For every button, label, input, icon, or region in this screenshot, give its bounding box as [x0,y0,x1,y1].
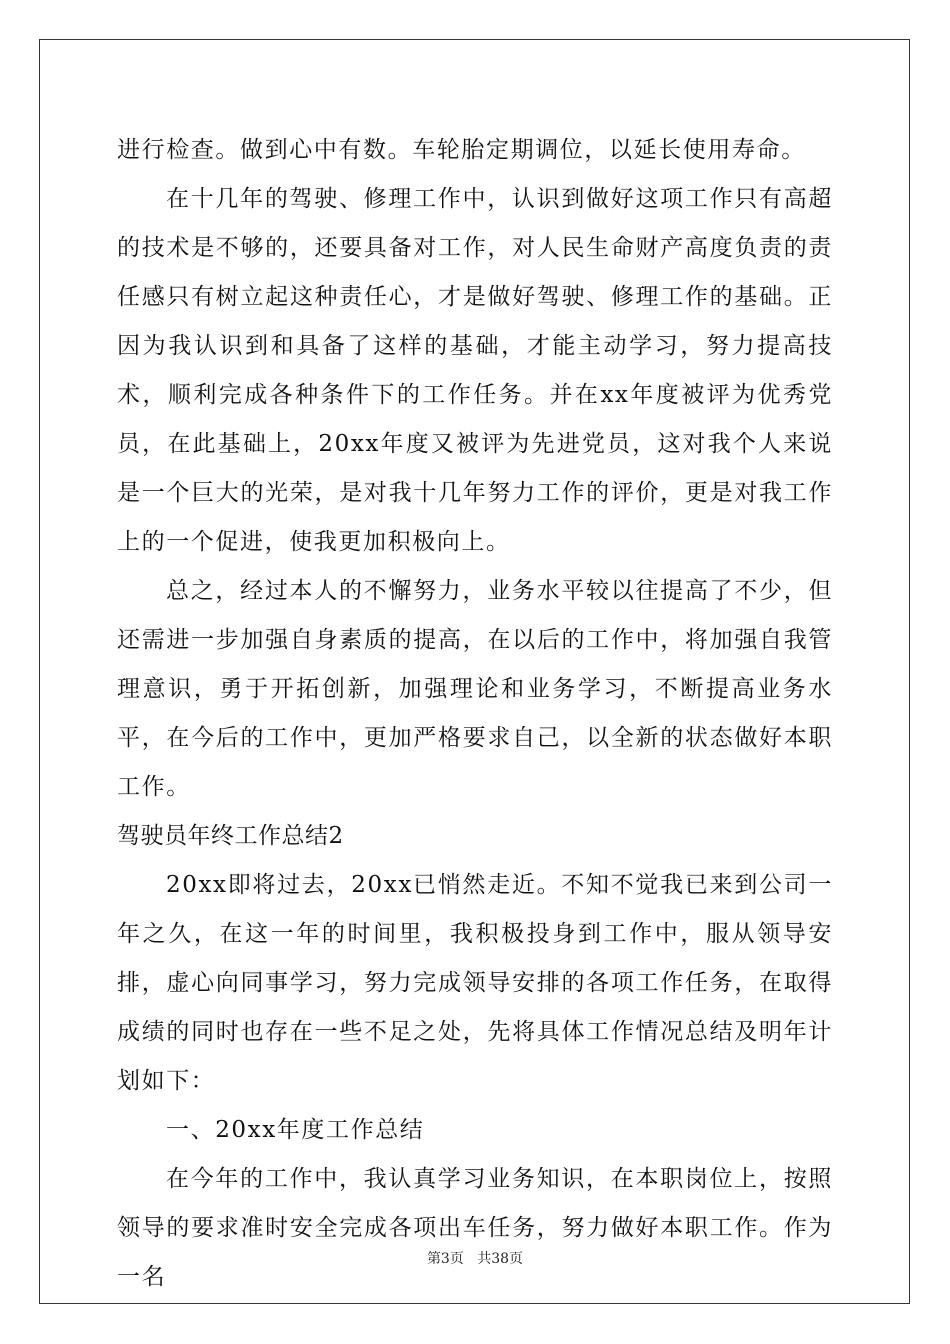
paragraph: 在十几年的驾驶、修理工作中，认识到做好这项工作只有高超的技术是不够的，还要具备对工作，对人民生命财产高度负责的责任感只有树立起这种责任心，才是做好驾驶、修理工作的基础。正因为我认识到和具备了这样的基础，才能主动学习，努力提高技术，顺利完成各种条件下的工作任务。并在xx年度被评为优秀党员，在此基础上，20xx年度又被评为先进党员，这对我个人来说是一个巨大的光荣，是对我十几年努力工作的评价，更是对我工作上的一个促进，使我更加积极向上。 [117,186,833,555]
paragraph: 总之，经过本人的不懈努力，业务水平较以往提高了不少，但还需进一步加强自身素质的提高，在以后的工作中，将加强自我管理意识，勇于开拓创新，加强理论和业务学习，不断提高业务水平，在今后的工作中，更加严格要求自己，以全新的状态做好本职工作。 [117,578,833,800]
paragraph-continued: 进行检查。做到心中有数。车轮胎定期调位，以延长使用寿命。 [117,137,806,163]
page-footer [0,1248,950,1268]
page-total: 共38页 [477,1251,524,1267]
paragraph: 20xx即将过去，20xx已悄然走近。不知不觉我已来到公司一年之久，在这一年的时间里，我积极投身到工作中，服从领导安排，虚心向同事学习，努力完成领导安排的各项工作任务，在取得成绩的同时也存在一些不足之处，先将具体工作情况总结及明年计划如下： [117,872,833,1094]
page-number: 第3页 [426,1251,464,1267]
section-title: 驾驶员年终工作总结2 [117,823,344,849]
subsection-title: 一、20xx年度工作总结 [166,1117,425,1143]
document-body [117,126,833,1302]
paragraph: 在今年的工作中，我认真学习业务知识，在本职岗位上，按照领导的要求准时安全完成各项出车任务，努力做好本职工作。作为一名 [117,1166,833,1290]
